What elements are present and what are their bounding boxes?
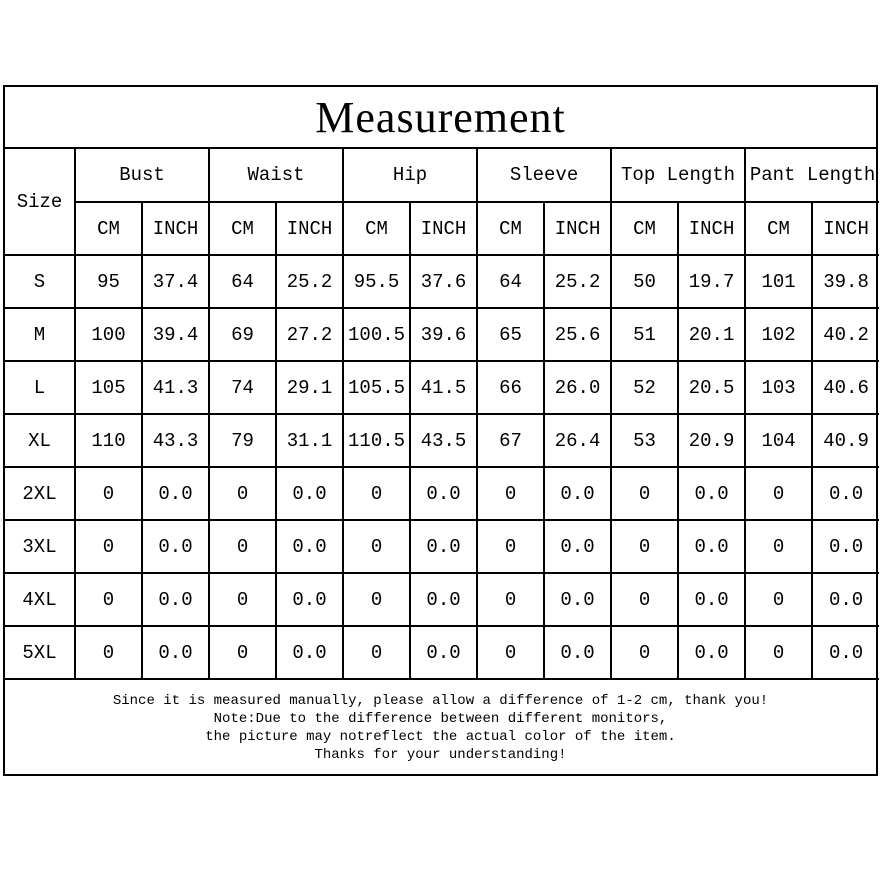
value-cell: 43.5 bbox=[410, 414, 477, 467]
table-row bbox=[5, 467, 879, 520]
value-cell: 0.0 bbox=[812, 520, 879, 573]
value-cell: 0 bbox=[75, 626, 142, 679]
value-cell: 95 bbox=[75, 255, 142, 308]
value-cell: 66 bbox=[477, 361, 544, 414]
value-cell: 0 bbox=[343, 467, 410, 520]
size-table bbox=[5, 149, 879, 680]
value-cell: 0.0 bbox=[276, 520, 343, 573]
value-cell: 0 bbox=[745, 626, 812, 679]
unit-header-cm: CM bbox=[611, 202, 678, 255]
value-cell: 26.4 bbox=[544, 414, 611, 467]
value-cell: 40.9 bbox=[812, 414, 879, 467]
value-cell: 0.0 bbox=[142, 573, 209, 626]
unit-header-cm: CM bbox=[477, 202, 544, 255]
size-cell: 3XL bbox=[5, 520, 75, 573]
measure-header: Waist bbox=[209, 149, 343, 202]
value-cell: 20.1 bbox=[678, 308, 745, 361]
value-cell: 69 bbox=[209, 308, 276, 361]
value-cell: 41.5 bbox=[410, 361, 477, 414]
value-cell: 64 bbox=[209, 255, 276, 308]
value-cell: 37.4 bbox=[142, 255, 209, 308]
value-cell: 43.3 bbox=[142, 414, 209, 467]
value-cell: 0.0 bbox=[410, 573, 477, 626]
value-cell: 100 bbox=[75, 308, 142, 361]
value-cell: 0.0 bbox=[678, 573, 745, 626]
value-cell: 39.4 bbox=[142, 308, 209, 361]
value-cell: 0 bbox=[209, 467, 276, 520]
size-cell: 4XL bbox=[5, 573, 75, 626]
value-cell: 0.0 bbox=[142, 467, 209, 520]
size-cell: S bbox=[5, 255, 75, 308]
size-cell: M bbox=[5, 308, 75, 361]
value-cell: 101 bbox=[745, 255, 812, 308]
table-row bbox=[5, 520, 879, 573]
value-cell: 110 bbox=[75, 414, 142, 467]
value-cell: 0 bbox=[75, 573, 142, 626]
measure-header: Top Length bbox=[611, 149, 745, 202]
value-cell: 20.5 bbox=[678, 361, 745, 414]
measure-header: Hip bbox=[343, 149, 477, 202]
measure-header: Pant Length bbox=[745, 149, 879, 202]
value-cell: 65 bbox=[477, 308, 544, 361]
value-cell: 20.9 bbox=[678, 414, 745, 467]
value-cell: 64 bbox=[477, 255, 544, 308]
table-row bbox=[5, 414, 879, 467]
value-cell: 25.6 bbox=[544, 308, 611, 361]
size-cell: 2XL bbox=[5, 467, 75, 520]
value-cell: 0.0 bbox=[544, 467, 611, 520]
value-cell: 103 bbox=[745, 361, 812, 414]
value-cell: 39.6 bbox=[410, 308, 477, 361]
value-cell: 0.0 bbox=[544, 573, 611, 626]
value-cell: 0 bbox=[745, 520, 812, 573]
size-header: Size bbox=[5, 149, 75, 255]
value-cell: 100.5 bbox=[343, 308, 410, 361]
value-cell: 0.0 bbox=[410, 467, 477, 520]
value-cell: 0 bbox=[477, 467, 544, 520]
value-cell: 0 bbox=[745, 573, 812, 626]
value-cell: 0 bbox=[611, 467, 678, 520]
value-cell: 0 bbox=[611, 626, 678, 679]
value-cell: 0 bbox=[611, 520, 678, 573]
value-cell: 0.0 bbox=[276, 467, 343, 520]
value-cell: 27.2 bbox=[276, 308, 343, 361]
value-cell: 110.5 bbox=[343, 414, 410, 467]
value-cell: 53 bbox=[611, 414, 678, 467]
value-cell: 29.1 bbox=[276, 361, 343, 414]
value-cell: 0 bbox=[209, 520, 276, 573]
value-cell: 79 bbox=[209, 414, 276, 467]
value-cell: 0 bbox=[343, 573, 410, 626]
value-cell: 95.5 bbox=[343, 255, 410, 308]
unit-header-cm: CM bbox=[209, 202, 276, 255]
value-cell: 0 bbox=[209, 573, 276, 626]
value-cell: 0 bbox=[75, 520, 142, 573]
unit-header-cm: CM bbox=[745, 202, 812, 255]
value-cell: 52 bbox=[611, 361, 678, 414]
value-cell: 0 bbox=[611, 573, 678, 626]
note-line: Since it is measured manually, please allow a difference of 1-2 cm, thank you! bbox=[112, 692, 769, 709]
header-row-units bbox=[5, 202, 879, 255]
value-cell: 37.6 bbox=[410, 255, 477, 308]
table-row bbox=[5, 308, 879, 361]
size-cell: 5XL bbox=[5, 626, 75, 679]
note-line: Thanks for your understanding! bbox=[314, 746, 567, 763]
measure-header: Sleeve bbox=[477, 149, 611, 202]
unit-header-cm: CM bbox=[343, 202, 410, 255]
note-line: the picture may notreflect the actual color of the item. bbox=[205, 728, 676, 745]
value-cell: 50 bbox=[611, 255, 678, 308]
measurement-chart bbox=[3, 85, 878, 776]
value-cell: 0.0 bbox=[410, 626, 477, 679]
unit-header-inch: INCH bbox=[142, 202, 209, 255]
value-cell: 0.0 bbox=[142, 520, 209, 573]
table-row bbox=[5, 626, 879, 679]
notes bbox=[5, 681, 876, 774]
value-cell: 0.0 bbox=[678, 626, 745, 679]
value-cell: 0 bbox=[477, 573, 544, 626]
value-cell: 0 bbox=[745, 467, 812, 520]
value-cell: 0.0 bbox=[812, 467, 879, 520]
value-cell: 0 bbox=[343, 520, 410, 573]
unit-header-cm: CM bbox=[75, 202, 142, 255]
value-cell: 39.8 bbox=[812, 255, 879, 308]
value-cell: 0 bbox=[477, 520, 544, 573]
value-cell: 25.2 bbox=[276, 255, 343, 308]
value-cell: 25.2 bbox=[544, 255, 611, 308]
value-cell: 0.0 bbox=[544, 520, 611, 573]
unit-header-inch: INCH bbox=[276, 202, 343, 255]
value-cell: 105.5 bbox=[343, 361, 410, 414]
note-line: Note:Due to the difference between different monitors, bbox=[213, 710, 668, 727]
value-cell: 102 bbox=[745, 308, 812, 361]
unit-header-inch: INCH bbox=[544, 202, 611, 255]
table-row bbox=[5, 361, 879, 414]
size-cell: XL bbox=[5, 414, 75, 467]
value-cell: 0.0 bbox=[678, 520, 745, 573]
value-cell: 0 bbox=[477, 626, 544, 679]
value-cell: 0.0 bbox=[544, 626, 611, 679]
value-cell: 0.0 bbox=[142, 626, 209, 679]
value-cell: 74 bbox=[209, 361, 276, 414]
value-cell: 26.0 bbox=[544, 361, 611, 414]
value-cell: 40.2 bbox=[812, 308, 879, 361]
value-cell: 104 bbox=[745, 414, 812, 467]
value-cell: 0.0 bbox=[678, 467, 745, 520]
value-cell: 0.0 bbox=[276, 573, 343, 626]
value-cell: 0 bbox=[343, 626, 410, 679]
value-cell: 51 bbox=[611, 308, 678, 361]
value-cell: 67 bbox=[477, 414, 544, 467]
value-cell: 0.0 bbox=[276, 626, 343, 679]
header-row-measures bbox=[5, 149, 879, 202]
table-row bbox=[5, 255, 879, 308]
value-cell: 0 bbox=[209, 626, 276, 679]
chart-title: Measurement bbox=[5, 87, 876, 149]
unit-header-inch: INCH bbox=[410, 202, 477, 255]
table-row bbox=[5, 573, 879, 626]
value-cell: 19.7 bbox=[678, 255, 745, 308]
unit-header-inch: INCH bbox=[678, 202, 745, 255]
value-cell: 0.0 bbox=[812, 573, 879, 626]
value-cell: 41.3 bbox=[142, 361, 209, 414]
value-cell: 31.1 bbox=[276, 414, 343, 467]
size-cell: L bbox=[5, 361, 75, 414]
measure-header: Bust bbox=[75, 149, 209, 202]
value-cell: 0.0 bbox=[410, 520, 477, 573]
unit-header-inch: INCH bbox=[812, 202, 879, 255]
value-cell: 40.6 bbox=[812, 361, 879, 414]
value-cell: 105 bbox=[75, 361, 142, 414]
value-cell: 0.0 bbox=[812, 626, 879, 679]
value-cell: 0 bbox=[75, 467, 142, 520]
